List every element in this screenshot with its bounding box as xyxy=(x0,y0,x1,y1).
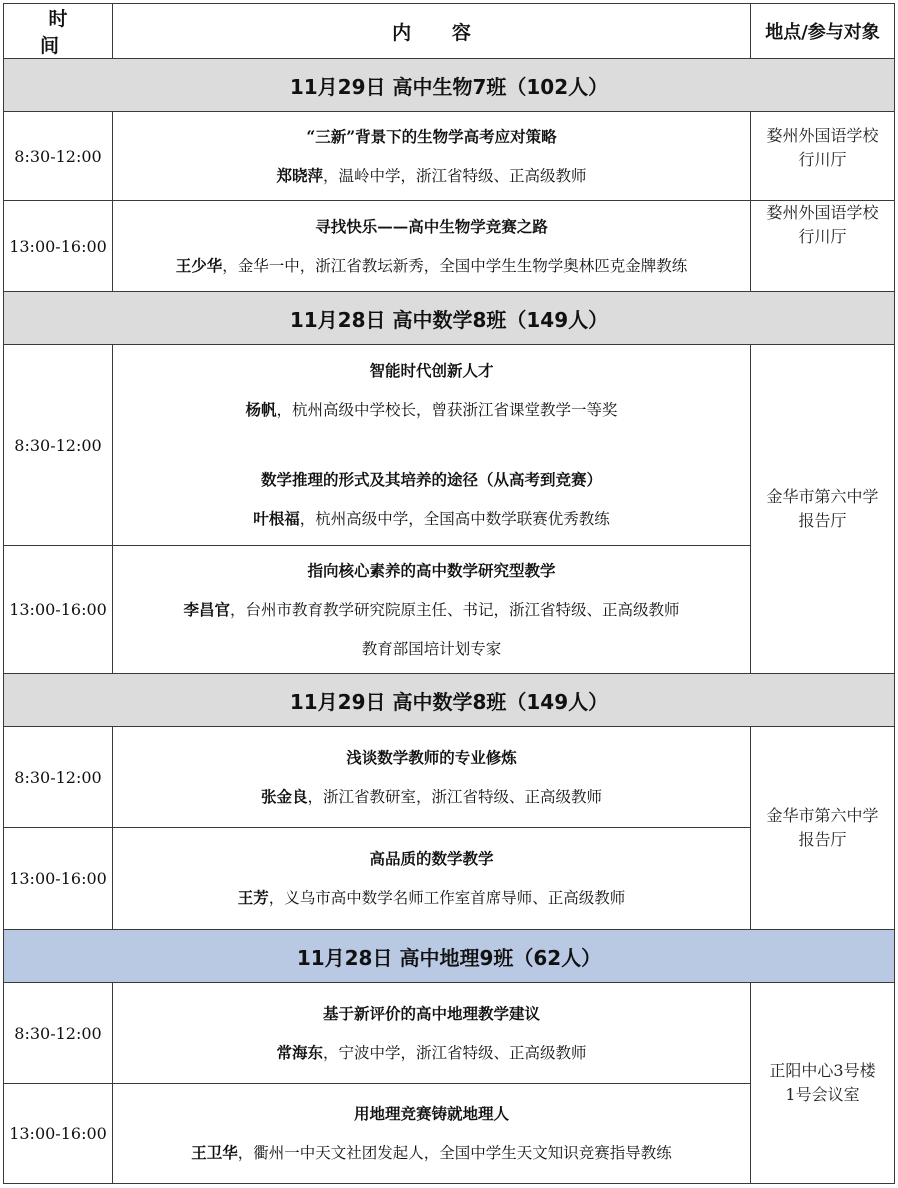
header-content: 内 容 xyxy=(113,4,751,59)
talk-title: 寻找快乐——高中生物学竞赛之路 xyxy=(315,216,548,236)
venue-room: 1号会议室 xyxy=(785,1085,860,1104)
speaker-name: 常海东 xyxy=(276,1042,323,1062)
section-title: 11月29日 高中生物7班（102人） xyxy=(4,59,895,112)
talk-title: 基于新评价的高中地理教学建议 xyxy=(322,1003,540,1023)
talk-title: “三新”背景下的生物学高考应对策略 xyxy=(306,126,557,146)
speaker-desc: ，台州市教育教学研究院原主任、书记，浙江省特级、正高级教师 xyxy=(230,600,680,619)
speaker-name: 张金良 xyxy=(260,786,308,806)
speaker-extra: 教育部国培计划专家 xyxy=(361,639,502,658)
talk-title: 指向核心素养的高中数学研究型教学 xyxy=(307,560,556,580)
content-cell xyxy=(113,546,751,674)
section-title: 11月28日 高中数学8班（149人） xyxy=(4,292,895,345)
venue-room: 报告厅 xyxy=(798,830,847,849)
table-row xyxy=(4,345,895,546)
speaker-desc: ，温岭中学，浙江省特级、正高级教师 xyxy=(323,166,587,185)
speaker-line xyxy=(113,1133,750,1173)
time-cell: 13:00-16:00 xyxy=(4,546,113,674)
speaker-line xyxy=(113,499,750,539)
section-row xyxy=(4,930,895,983)
venue-cell xyxy=(751,112,895,201)
table-row xyxy=(4,112,895,201)
content-cell xyxy=(113,201,751,292)
time-cell: 13:00-16:00 xyxy=(4,201,113,292)
speaker-line xyxy=(113,878,750,918)
speaker-desc: ，浙江省教研室，浙江省特级、正高级教师 xyxy=(307,787,603,806)
section-title: 11月28日 高中地理9班（62人） xyxy=(4,930,895,983)
header-venue: 地点/参与对象 xyxy=(751,4,895,59)
venue-name: 婺州外国语学校 xyxy=(766,203,879,222)
venue-room: 报告厅 xyxy=(798,511,847,530)
time-cell: 13:00-16:00 xyxy=(4,828,113,930)
section-row xyxy=(4,59,895,112)
table-row xyxy=(4,983,895,1084)
content-cell xyxy=(113,727,751,828)
speaker-name: 王少华 xyxy=(175,255,223,275)
venue-cell xyxy=(751,983,895,1184)
venue-cell xyxy=(751,345,895,674)
section-row xyxy=(4,674,895,727)
header-time: 时 间 xyxy=(4,4,113,59)
section-row xyxy=(4,292,895,345)
speaker-line xyxy=(113,156,750,196)
time-cell: 8:30-12:00 xyxy=(4,983,113,1084)
speaker-desc: ，义乌市高中数学名师工作室首席导师、正高级教师 xyxy=(268,889,626,907)
table-row xyxy=(4,727,895,828)
speaker-name: 叶根福 xyxy=(253,509,300,528)
time-cell: 8:30-12:00 xyxy=(4,112,113,201)
speaker-line xyxy=(113,590,750,630)
table-row xyxy=(4,201,895,292)
table-header-row xyxy=(4,4,895,59)
content-cell xyxy=(113,828,751,930)
content-cell xyxy=(113,983,751,1084)
content-cell xyxy=(113,112,751,201)
talk-title: 用地理竞赛铸就地理人 xyxy=(353,1104,509,1123)
speaker-desc: ，杭州高级中学，全国高中数学联赛优秀教练 xyxy=(299,510,610,528)
venue-room: 行川厅 xyxy=(798,150,847,169)
talk-title: 智能时代创新人才 xyxy=(369,361,494,380)
speaker-line xyxy=(113,1033,750,1073)
time-cell: 8:30-12:00 xyxy=(4,345,113,546)
talk-title: 高品质的数学教学 xyxy=(369,849,494,868)
speaker-name: 王芳 xyxy=(237,888,269,907)
content-cell xyxy=(113,345,751,546)
venue-room: 行川厅 xyxy=(798,227,847,246)
schedule-table xyxy=(3,3,895,1184)
speaker-desc: ，宁波中学，浙江省特级、正高级教师 xyxy=(323,1043,587,1062)
venue-cell xyxy=(751,727,895,930)
speaker-desc: ，衢州一中天文社团发起人，全国中学生天文知识竞赛指导教练 xyxy=(237,1144,672,1162)
venue-name: 金华市第六中学 xyxy=(766,806,879,825)
speaker-line xyxy=(113,246,750,286)
speaker-name: 王卫华 xyxy=(191,1143,238,1162)
speaker-line xyxy=(113,777,750,817)
speaker-name: 郑晓萍 xyxy=(276,165,323,185)
content-cell xyxy=(113,1084,751,1184)
time-cell: 13:00-16:00 xyxy=(4,1084,113,1184)
venue-name: 金华市第六中学 xyxy=(766,487,879,506)
venue-name: 婺州外国语学校 xyxy=(766,126,879,145)
venue-cell xyxy=(751,201,895,292)
section-title: 11月29日 高中数学8班（149人） xyxy=(4,674,895,727)
speaker-name: 李昌官 xyxy=(183,599,230,619)
talk-title: 数学推理的形式及其培养的途径（从高考到竞赛） xyxy=(260,470,602,489)
talk-title: 浅谈数学教师的专业修炼 xyxy=(346,747,517,767)
speaker-name: 杨帆 xyxy=(245,400,277,419)
speaker-desc: ，金华一中，浙江省教坛新秀，全国中学生生物学奥林匹克金牌教练 xyxy=(222,256,688,275)
speaker-line xyxy=(113,390,750,430)
venue-name: 正阳中心3号楼 xyxy=(769,1061,876,1080)
time-cell: 8:30-12:00 xyxy=(4,727,113,828)
speaker-desc: ，杭州高级中学校长，曾获浙江省课堂教学一等奖 xyxy=(276,401,618,419)
